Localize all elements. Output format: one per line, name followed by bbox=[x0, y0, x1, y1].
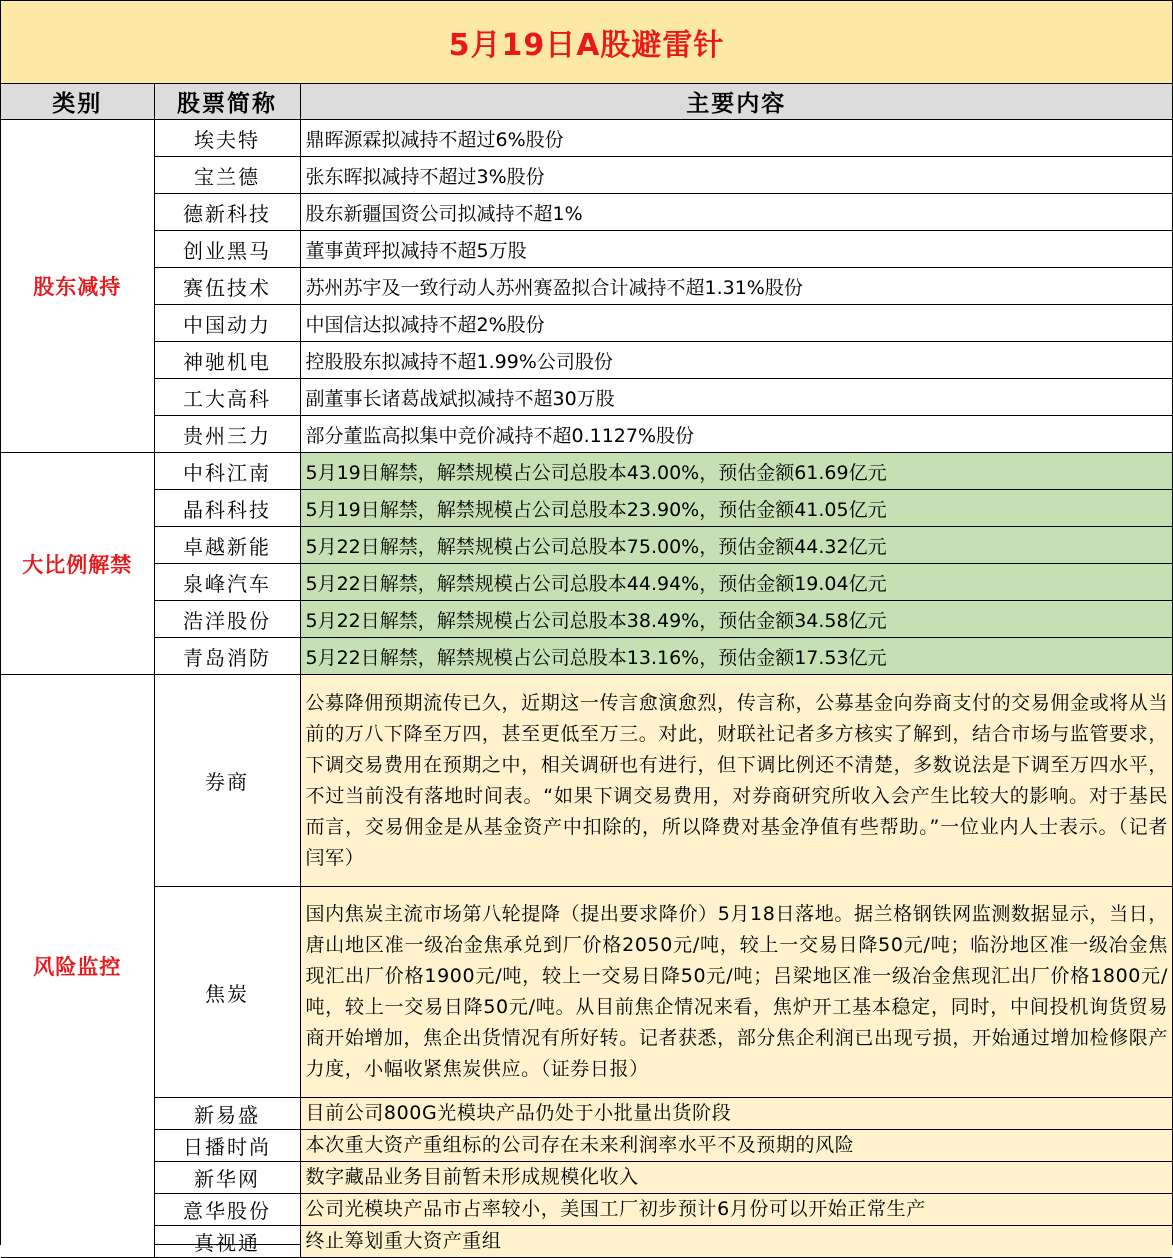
category-risk: 风险监控 bbox=[1, 675, 154, 1258]
stock-name: 埃夫特 bbox=[154, 120, 300, 157]
stock-name: 赛伍技术 bbox=[154, 268, 300, 305]
row-content: 本次重大资产重组标的公司存在未来利润率水平不及预期的风险 bbox=[300, 1130, 1172, 1162]
stock-name: 卓越新能 bbox=[154, 527, 300, 564]
row-content: 董事黄玶拟减持不超5万股 bbox=[300, 231, 1172, 268]
table-row bbox=[1, 120, 1172, 157]
table-row bbox=[1, 305, 1172, 342]
row-content: 5月22日解禁，解禁规模占公司总股本75.00%，预估金额44.32亿元 bbox=[300, 527, 1172, 564]
stock-name: 泉峰汽车 bbox=[154, 564, 300, 601]
stock-name: 创业黑马 bbox=[154, 231, 300, 268]
table-row bbox=[1, 1098, 1172, 1130]
table-row bbox=[1, 231, 1172, 268]
table-row bbox=[1, 1130, 1172, 1162]
row-content: 数字藏品业务目前暂未形成规模化收入 bbox=[300, 1162, 1172, 1194]
header-category: 类别 bbox=[1, 84, 154, 120]
table-row bbox=[1, 416, 1172, 453]
header-content: 主要内容 bbox=[300, 84, 1172, 120]
table-row bbox=[1, 1226, 1172, 1258]
row-content: 5月19日解禁，解禁规模占公司总股本43.00%，预估金额61.69亿元 bbox=[300, 453, 1172, 490]
row-content: 5月22日解禁，解禁规模占公司总股本13.16%，预估金额17.53亿元 bbox=[300, 638, 1172, 675]
row-content: 5月22日解禁，解禁规模占公司总股本38.49%，预估金额34.58亿元 bbox=[300, 601, 1172, 638]
row-content: 部分董监高拟集中竞价减持不超0.1127%股份 bbox=[300, 416, 1172, 453]
category-unlock: 大比例解禁 bbox=[1, 453, 154, 675]
stock-name: 宝兰德 bbox=[154, 157, 300, 194]
table-row bbox=[1, 675, 1172, 887]
row-content: 终止筹划重大资产重组 bbox=[300, 1226, 1172, 1258]
stock-name: 新华网 bbox=[154, 1162, 300, 1194]
table-row bbox=[1, 379, 1172, 416]
table-row bbox=[1, 527, 1172, 564]
row-content: 公募降佣预期流传已久，近期这一传言愈演愈烈，传言称，公募基金向券商支付的交易佣金或将从当前的万八下降至万四，甚至更低至万三。对此，财联社记者多方核实了解到，结合市场与监管要求，下调交易费用在预期之中，相关调研也有进行，但下调比例还不清楚，多数说法是下调至万四水平，不过当前没有落地时间表。“如果下调交易费用，对券商研究所收入会产生比较大的影响。对于基民而言，交易佣金是从基金资产中扣除的，所以降费对基金净值有些帮助。”一位业内人士表示。（记者 闫军） bbox=[300, 675, 1172, 887]
table-row bbox=[1, 268, 1172, 305]
stock-name: 真视通 bbox=[154, 1226, 300, 1258]
table-row bbox=[1, 1194, 1172, 1226]
stock-name: 浩洋股份 bbox=[154, 601, 300, 638]
table-row bbox=[1, 638, 1172, 675]
row-content: 公司光模块产品市占率较小，美国工厂初步预计6月份可以开始正常生产 bbox=[300, 1194, 1172, 1226]
stock-name: 晶科科技 bbox=[154, 490, 300, 527]
table-row bbox=[1, 453, 1172, 490]
stock-name: 神驰机电 bbox=[154, 342, 300, 379]
table-row bbox=[1, 564, 1172, 601]
row-content: 股东新疆国资公司拟减持不超1% bbox=[300, 194, 1172, 231]
stock-name: 青岛消防 bbox=[154, 638, 300, 675]
category-reduce: 股东减持 bbox=[1, 120, 154, 453]
stock-name: 中科江南 bbox=[154, 453, 300, 490]
stock-name: 意华股份 bbox=[154, 1194, 300, 1226]
row-content: 5月19日解禁，解禁规模占公司总股本23.90%，预估金额41.05亿元 bbox=[300, 490, 1172, 527]
stock-name: 工大高科 bbox=[154, 379, 300, 416]
row-content: 苏州苏宇及一致行动人苏州赛盈拟合计减持不超1.31%股份 bbox=[300, 268, 1172, 305]
stock-name: 焦炭 bbox=[154, 887, 300, 1098]
stock-name: 贵州三力 bbox=[154, 416, 300, 453]
table-row bbox=[1, 342, 1172, 379]
stock-name: 日播时尚 bbox=[154, 1130, 300, 1162]
row-content: 张东晖拟减持不超过3%股份 bbox=[300, 157, 1172, 194]
stock-name: 券商 bbox=[154, 675, 300, 887]
table-row bbox=[1, 490, 1172, 527]
stock-name: 新易盛 bbox=[154, 1098, 300, 1130]
table-row bbox=[1, 194, 1172, 231]
table-row bbox=[1, 887, 1172, 1098]
page-title: 5月19日A股避雷针 bbox=[1, 1, 1172, 84]
table-row bbox=[1, 157, 1172, 194]
row-content: 目前公司800G光模块产品仍处于小批量出货阶段 bbox=[300, 1098, 1172, 1130]
stock-name: 德新科技 bbox=[154, 194, 300, 231]
risk-table bbox=[1, 84, 1172, 1258]
row-content: 鼎晖源霖拟减持不超过6%股份 bbox=[300, 120, 1172, 157]
stock-name: 中国动力 bbox=[154, 305, 300, 342]
header-stock: 股票简称 bbox=[154, 84, 300, 120]
table-header bbox=[1, 84, 1172, 120]
row-content: 5月22日解禁，解禁规模占公司总股本44.94%，预估金额19.04亿元 bbox=[300, 564, 1172, 601]
row-content: 国内焦炭主流市场第八轮提降（提出要求降价）5月18日落地。据兰格钢铁网监测数据显示，当日，唐山地区准一级冶金焦承兑到厂价格2050元/吨，较上一交易日降50元/吨；临汾地区准一级冶金焦现汇出厂价格1900元/吨，较上一交易日降50元/吨；吕梁地区准一级冶金焦现汇出厂价格1800元/吨，较上一交易日降50元/吨。从目前焦企情况来看，焦炉开工基本稳定，同时，中间投机询货贸易商开始增加，焦企出货情况有所好转。记者获悉，部分焦企利润已出现亏损，开始通过增加检修限产力度，小幅收紧焦炭供应。（证券日报） bbox=[300, 887, 1172, 1098]
table-row bbox=[1, 1162, 1172, 1194]
row-content: 副董事长诸葛战斌拟减持不超30万股 bbox=[300, 379, 1172, 416]
table-row bbox=[1, 601, 1172, 638]
row-content: 中国信达拟减持不超2%股份 bbox=[300, 305, 1172, 342]
row-content: 控股股东拟减持不超1.99%公司股份 bbox=[300, 342, 1172, 379]
